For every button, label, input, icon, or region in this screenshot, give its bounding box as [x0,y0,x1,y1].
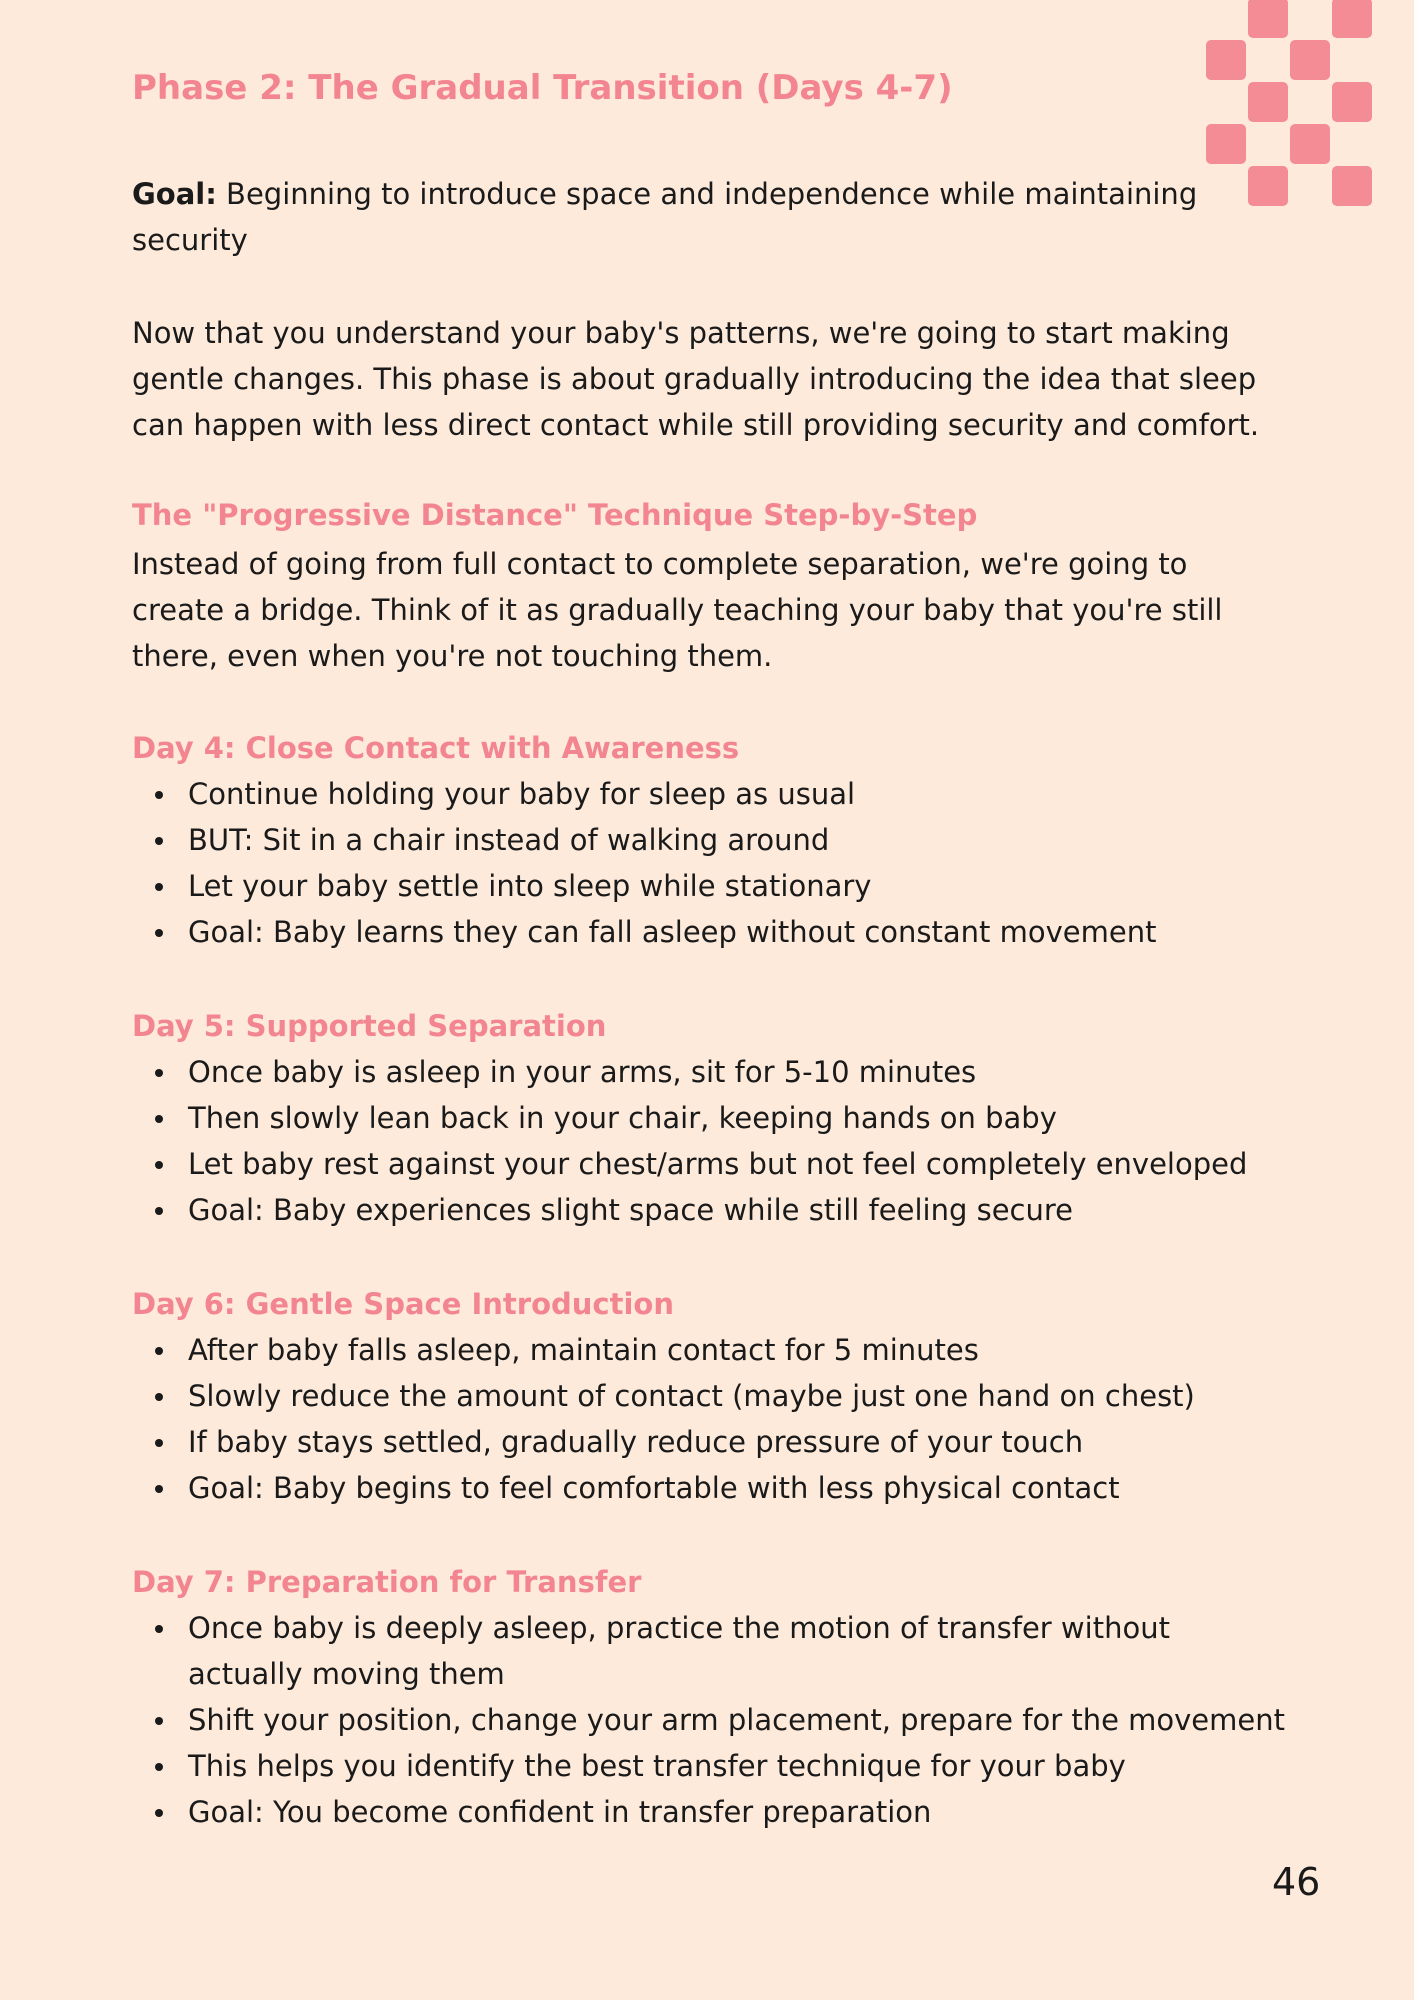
checkerboard-decoration [1204,0,1372,210]
list-item: Goal: Baby experiences slight space while still feeling secure [132,1187,1292,1233]
checker-square [1332,82,1372,122]
list-item: Once baby is deeply asleep, practice the motion of transfer without actually moving them [132,1605,1292,1697]
goal-text: Beginning to introduce space and independence while maintaining security [132,177,1198,257]
day-6-heading: Day 6: Gentle Space Introduction [132,1287,674,1321]
day-7-list [132,1605,1292,1835]
checker-square [1248,166,1288,206]
list-item: Shift your position, change your arm placement, prepare for the movement [132,1697,1292,1743]
list-item: After baby falls asleep, maintain contact for 5 minutes [132,1327,1292,1373]
list-item: Goal: Baby begins to feel comfortable with less physical contact [132,1465,1292,1511]
day-5-list [132,1049,1292,1233]
page-number: 46 [1272,1860,1321,1904]
checker-square [1206,124,1246,164]
checker-square [1332,0,1372,38]
list-item: Let your baby settle into sleep while stationary [132,863,1292,909]
checker-square [1206,40,1246,80]
checker-square [1290,124,1330,164]
goal-paragraph [132,171,1212,263]
list-item: Continue holding your baby for sleep as usual [132,771,1292,817]
list-item: Then slowly lean back in your chair, keeping hands on baby [132,1095,1292,1141]
list-item: Slowly reduce the amount of contact (maybe just one hand on chest) [132,1373,1292,1419]
checker-square [1332,166,1372,206]
goal-label: Goal: [132,177,217,211]
checker-square [1290,40,1330,80]
day-4-heading: Day 4: Close Contact with Awareness [132,731,740,765]
technique-paragraph: Instead of going from full contact to complete separation, we're going to create a bridge. Think of it as gradually teaching your baby that you're still there, even when you're not touching them. [132,547,1223,673]
day-7-heading: Day 7: Preparation for Transfer [132,1565,642,1599]
page-title: Phase 2: The Gradual Transition (Days 4-7) [132,68,953,108]
list-item: Once baby is asleep in your arms, sit for 5-10 minutes [132,1049,1292,1095]
technique-heading: The "Progressive Distance" Technique Step-by-Step [132,498,978,532]
list-item: This helps you identify the best transfer technique for your baby [132,1743,1292,1789]
day-6-list [132,1327,1292,1511]
day-4-list [132,771,1292,955]
checker-square [1248,82,1288,122]
checker-square [1248,0,1288,38]
list-item: Goal: Baby learns they can fall asleep without constant movement [132,909,1292,955]
list-item: If baby stays settled, gradually reduce pressure of your touch [132,1419,1292,1465]
list-item: Let baby rest against your chest/arms but not feel completely enveloped [132,1141,1292,1187]
list-item: Goal: You become confident in transfer preparation [132,1789,1292,1835]
list-item: BUT: Sit in a chair instead of walking around [132,817,1292,863]
day-5-heading: Day 5: Supported Separation [132,1009,607,1043]
intro-paragraph: Now that you understand your baby's patterns, we're going to start making gentle changes. This phase is about gradually introducing the idea that sleep can happen with less direct contact while still providing security and comfort. [132,316,1260,442]
